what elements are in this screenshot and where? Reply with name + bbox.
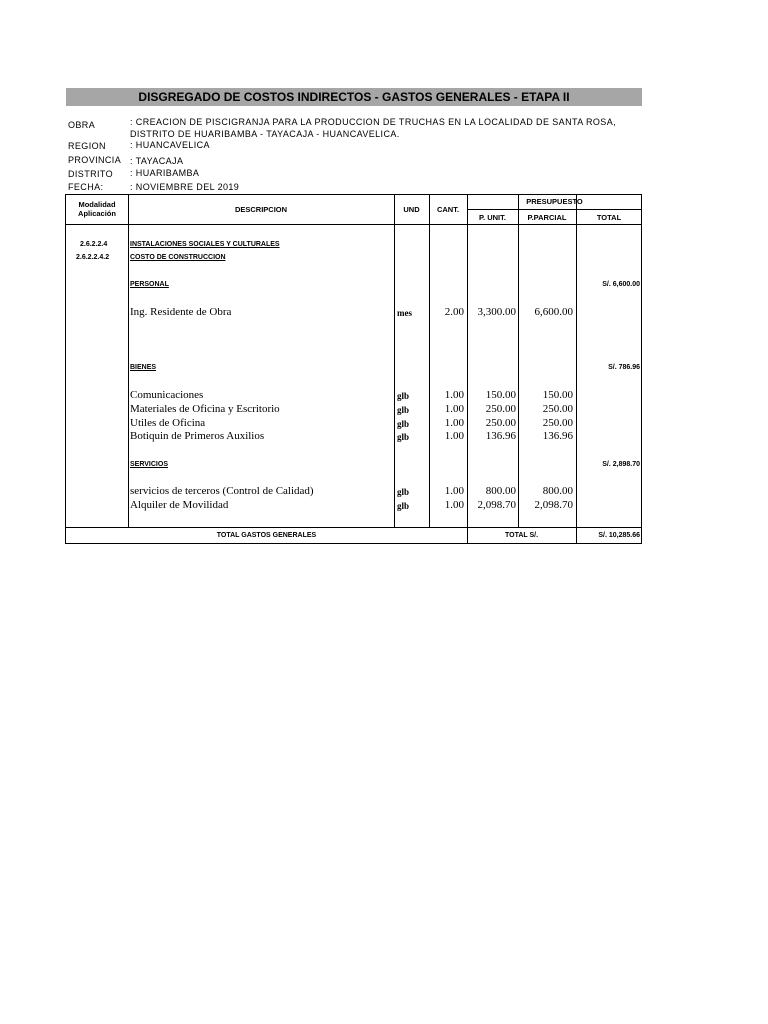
code-2: 2.6.2.2.4.2 bbox=[76, 254, 110, 261]
table-row: Comunicaciones glb 1.00 150.00 150.00 bbox=[130, 389, 573, 401]
footer-label: TOTAL GASTOS GENERALES bbox=[216, 532, 317, 539]
table-row: servicios de terceros (Control de Calidad) glb 1.00 800.00 800.00 bbox=[130, 485, 573, 497]
header-descripcion: DESCRIPCION bbox=[234, 205, 288, 214]
header-modalidad: Modalidad Aplicación bbox=[78, 200, 116, 218]
table-row: Botiquin de Primeros Auxilios glb 1.00 136.96 136.96 bbox=[130, 430, 573, 442]
region-value: : HUANCAVELICA bbox=[130, 140, 210, 150]
provincia-label: PROVINCIA bbox=[68, 155, 122, 165]
section-personal-total: S/. 6,600.00 bbox=[602, 281, 640, 288]
table-row: Materiales de Oficina y Escritorio glb 1.00 250.00 250.00 bbox=[130, 403, 573, 415]
provincia-value: : TAYACAJA bbox=[130, 156, 184, 166]
table-row: Alquiler de Movilidad glb 1.00 2,098.70 2,098.70 bbox=[130, 499, 573, 511]
obra-label: OBRA bbox=[68, 120, 96, 130]
section-servicios-total: S/. 2,898.70 bbox=[602, 461, 640, 468]
code-1-label: INSTALACIONES SOCIALES Y CULTURALES bbox=[130, 241, 280, 248]
header-presupuesto: PRESUPUESTO bbox=[526, 197, 583, 206]
table-row: Ing. Residente de Obra mes 2.00 3,300.00 6,600.00 bbox=[130, 306, 573, 318]
distrito-label: DISTRITO bbox=[68, 169, 114, 179]
region-label: REGION bbox=[68, 141, 106, 151]
section-personal: PERSONAL bbox=[130, 281, 169, 288]
header-und: UND bbox=[403, 205, 420, 214]
obra-value: : CREACION DE PISCIGRANJA PARA LA PRODUCCION DE TRUCHAS EN LA LOCALIDAD DE SANTA ROSA, DISTRITO DE HUARIBAMBA - TAYACAJA - HUANCAVELICA. bbox=[130, 117, 617, 139]
header-total: TOTAL bbox=[596, 213, 622, 222]
header-pparcial: P.PARCIAL bbox=[527, 213, 567, 222]
header-punit: P. UNIT. bbox=[479, 213, 506, 222]
header-cant: CANT. bbox=[436, 205, 460, 214]
cost-table bbox=[65, 194, 642, 544]
section-bienes-total: S/. 786.96 bbox=[608, 364, 640, 371]
table-row: Utiles de Oficina glb 1.00 250.00 250.00 bbox=[130, 417, 573, 429]
footer-total-label: TOTAL S/. bbox=[504, 532, 539, 539]
fecha-value: : NOVIEMBRE DEL 2019 bbox=[130, 182, 240, 192]
code-2-label: COSTO DE CONSTRUCCION bbox=[130, 254, 226, 261]
section-bienes: BIENES bbox=[130, 364, 157, 371]
page-title: DISGREGADO DE COSTOS INDIRECTOS - GASTOS GENERALES - ETAPA II bbox=[66, 88, 642, 106]
section-servicios: SERVICIOS bbox=[130, 461, 168, 468]
distrito-value: : HUARIBAMBA bbox=[130, 168, 200, 178]
footer-total-value: S/. 10,285.66 bbox=[598, 532, 640, 539]
code-1: 2.6.2.2.4 bbox=[80, 241, 108, 248]
fecha-label: FECHA: bbox=[68, 182, 104, 192]
